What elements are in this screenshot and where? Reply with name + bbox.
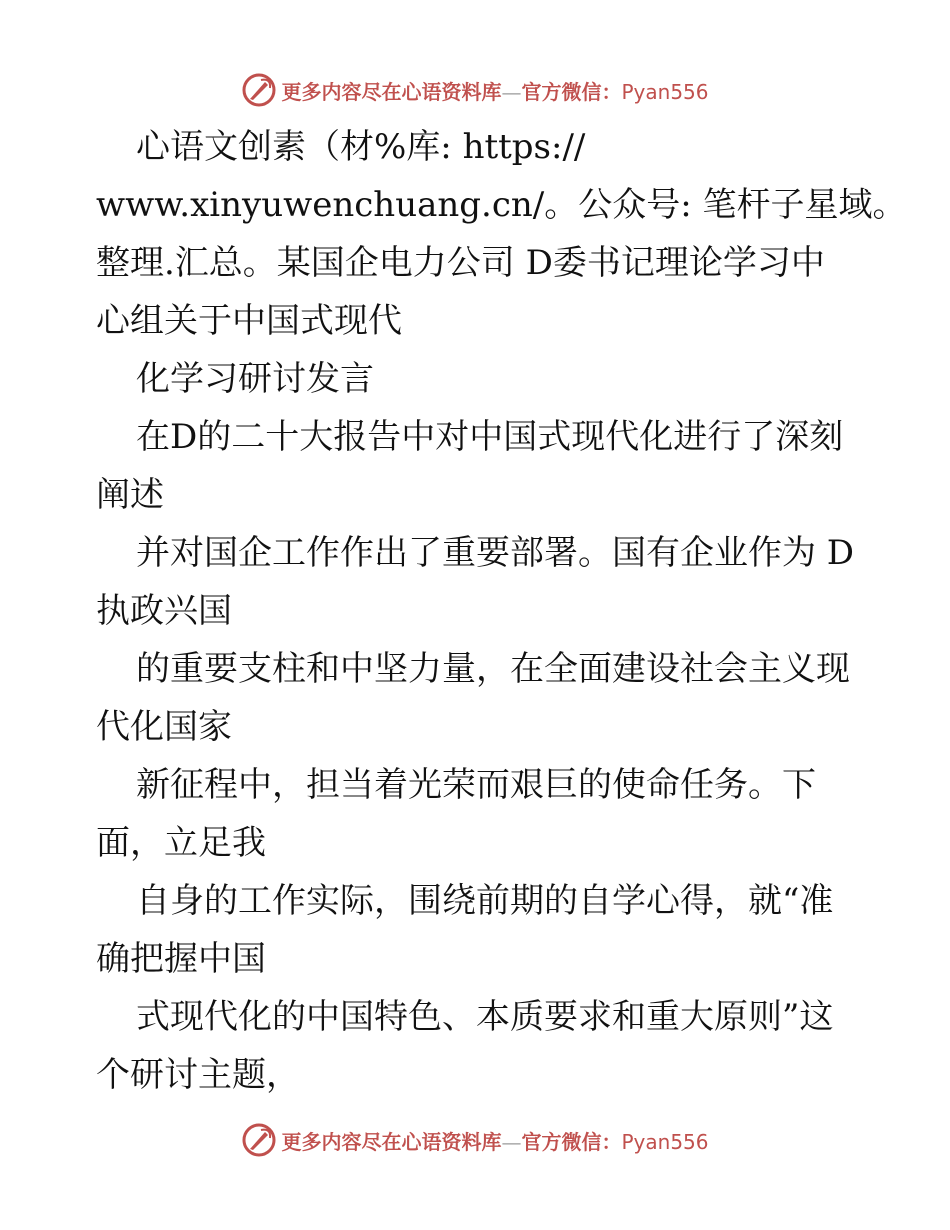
text-line: 在D的二十大报告中对中国式现代化进行了深刻 xyxy=(136,417,844,457)
banner-wechat-id: Pyan556 xyxy=(621,79,709,104)
text-line: 自身的工作实际，围绕前期的自学心得，就“准 xyxy=(136,881,834,921)
text-line: 化学习研讨发言 xyxy=(136,359,374,399)
quill-logo-icon xyxy=(241,1122,277,1158)
text-line: 新征程中，担当着光荣而艰巨的使命任务。下 xyxy=(136,765,816,805)
text-line: 式现代化的中国特色、本质要求和重大原则”这 xyxy=(136,997,834,1037)
banner-contact-label: 官方微信： xyxy=(521,79,622,104)
header-watermark-banner xyxy=(0,70,950,110)
text-line: 心语文创素（材%库: https:// xyxy=(136,127,586,167)
text-line: 并对国企工作作出了重要部署。国有企业作为 D xyxy=(136,533,855,573)
text-line: 执政兴国 xyxy=(96,591,232,631)
banner-wechat-id: Pyan556 xyxy=(621,1129,709,1154)
document-body xyxy=(96,118,907,1104)
text-line: 阐述 xyxy=(96,475,164,515)
text-line: 心组关于中国式现代 xyxy=(96,301,402,341)
banner-dash: — xyxy=(501,79,522,104)
text-line: 整理.汇总。某国企电力公司 D委书记理论学习中 xyxy=(96,243,825,283)
text-line: 的重要支柱和中坚力量，在全面建设社会主义现 xyxy=(136,649,850,689)
footer-watermark-banner xyxy=(0,1120,950,1160)
quill-logo-icon xyxy=(241,72,277,108)
text-line: 代化国家 xyxy=(96,707,232,747)
text-line: 确把握中国 xyxy=(96,939,266,979)
text-line: 面，立足我 xyxy=(96,823,266,863)
banner-contact-label: 官方微信： xyxy=(521,1129,622,1154)
banner-title: 更多内容尽在心语资料库 xyxy=(281,1129,502,1154)
banner-dash: — xyxy=(501,1129,522,1154)
banner-title: 更多内容尽在心语资料库 xyxy=(281,79,502,104)
text-line: 个研讨主题， xyxy=(96,1055,300,1095)
text-line: www.xinyuwenchuang.cn/。公众号: 笔杆子星域。 xyxy=(96,185,907,225)
